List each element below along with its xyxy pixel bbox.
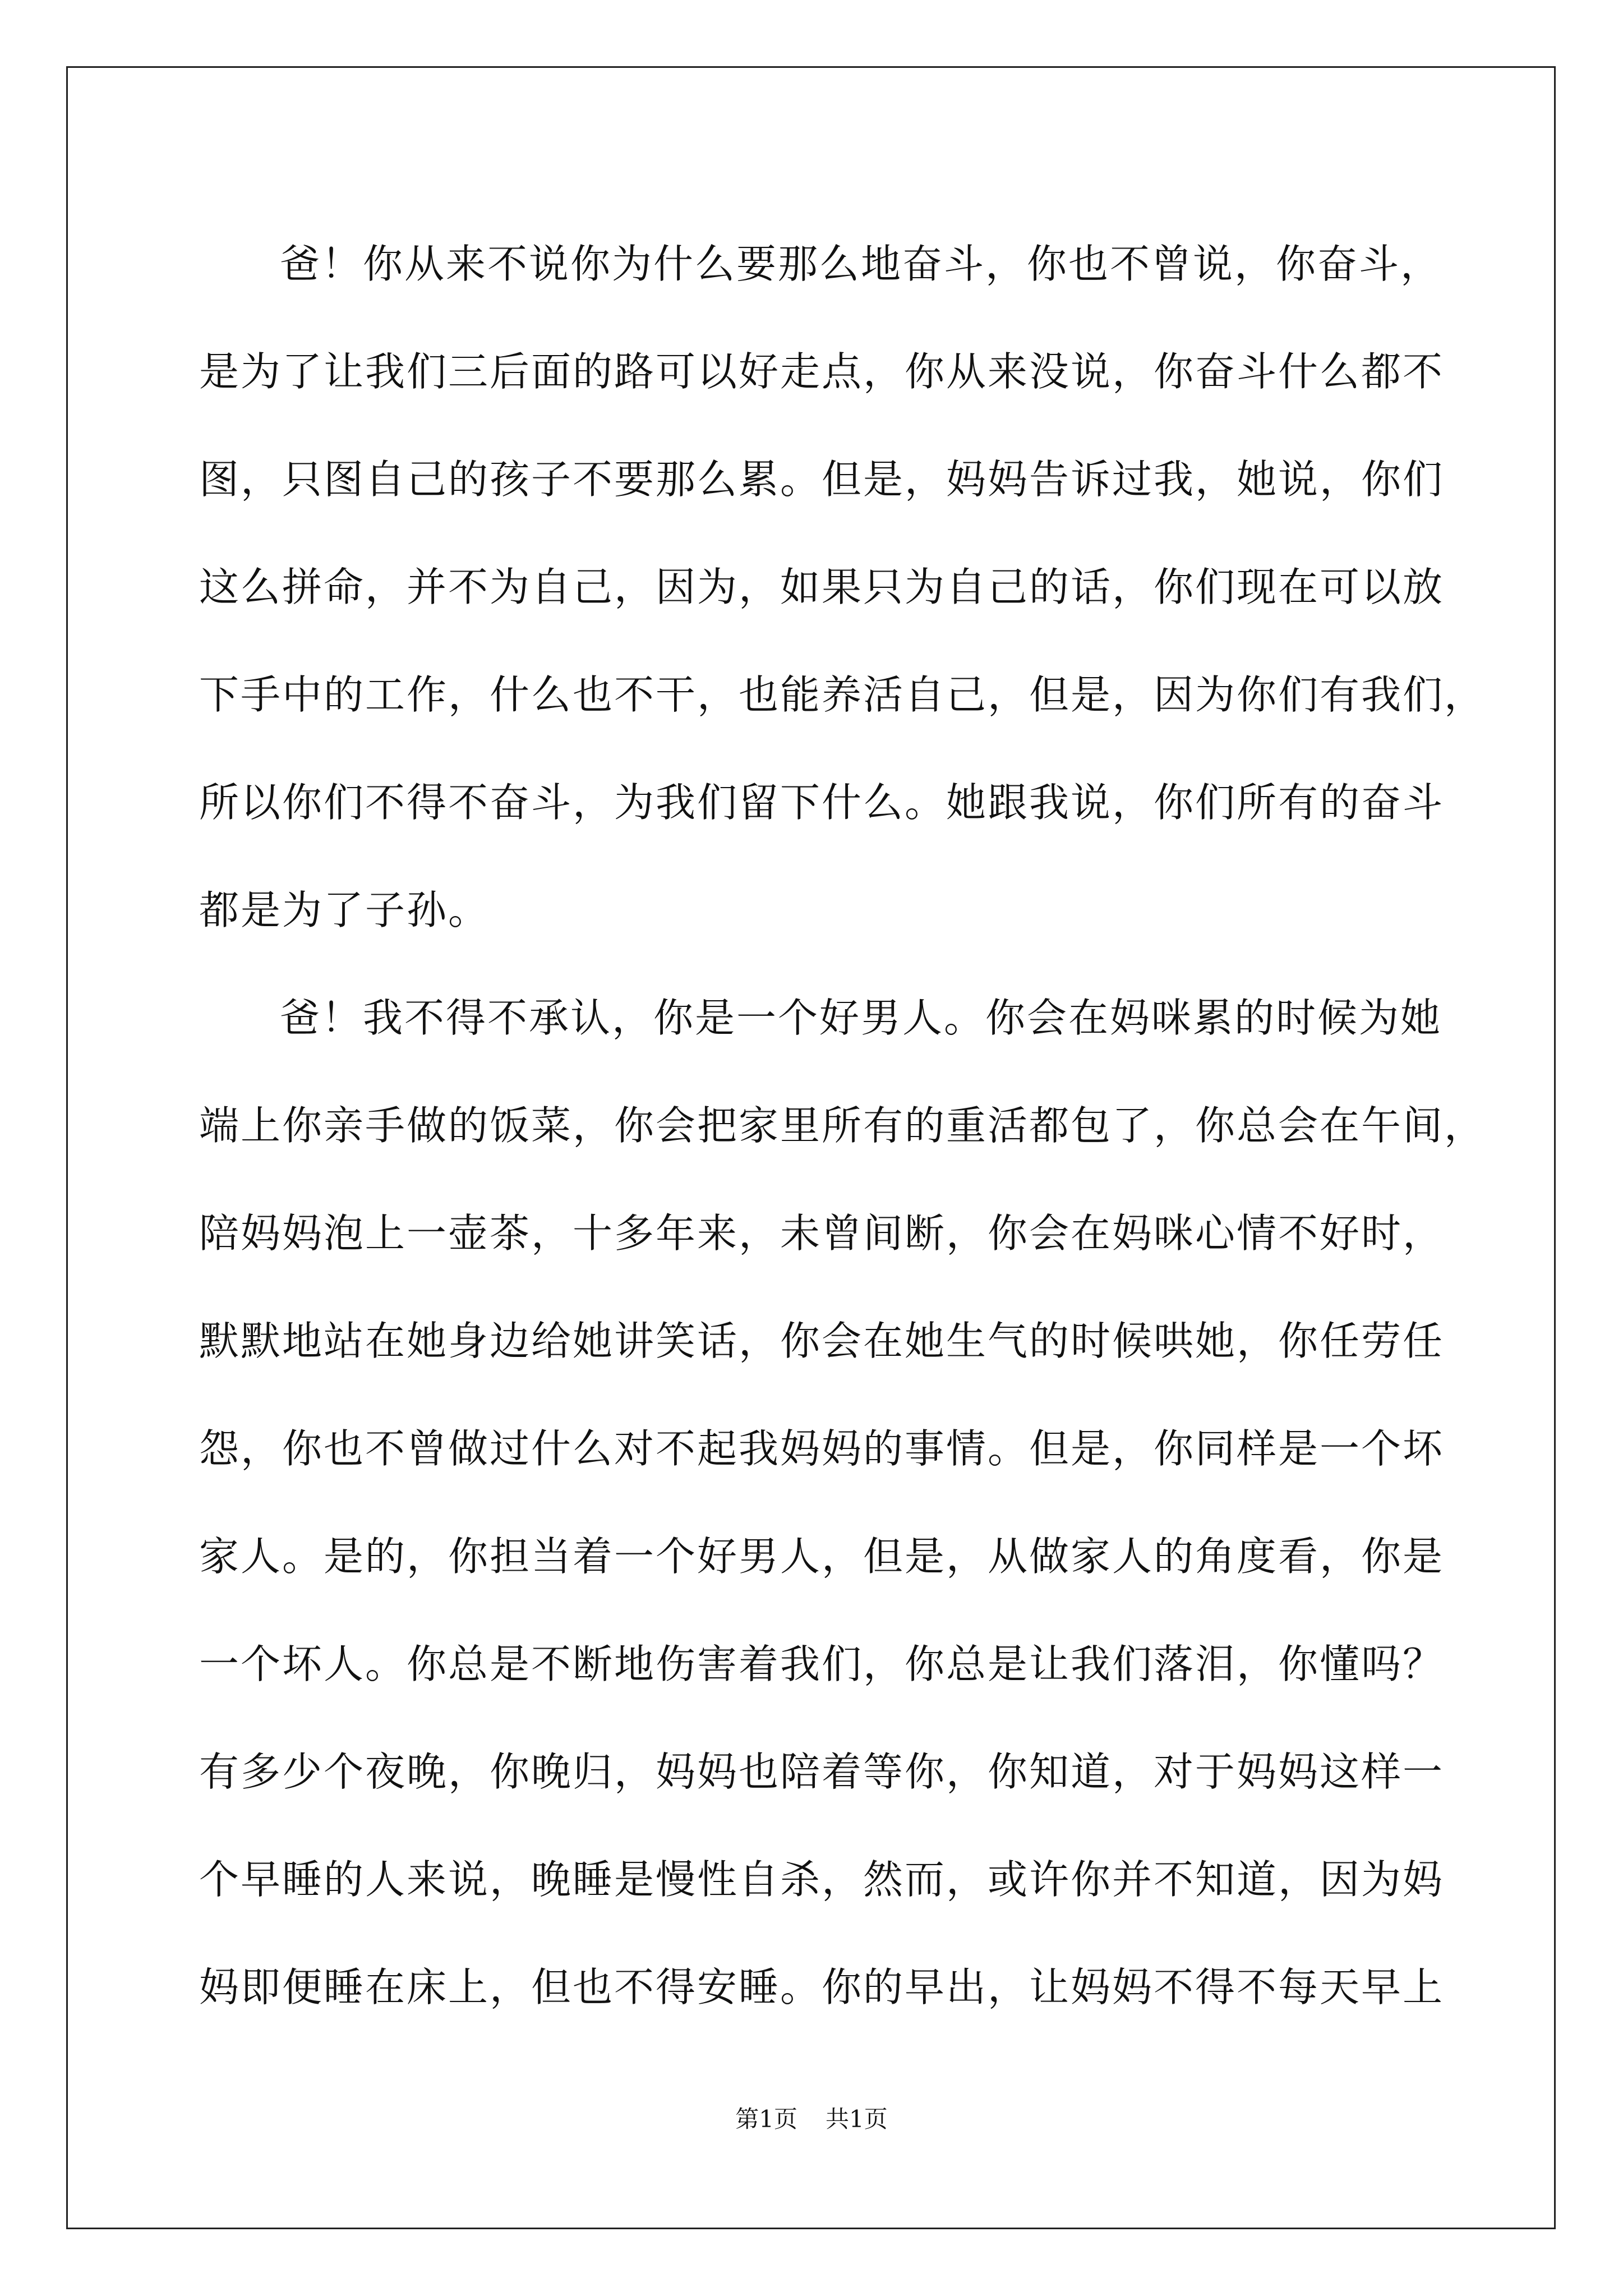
text-line: 都是为了子孙。 [199, 887, 490, 933]
page-number-total: 共1页 [826, 2105, 888, 2133]
text-line: 爸！我不得不承认，你是一个好男人。你会在妈咪累的时候为她 [280, 995, 1442, 1041]
text-line: 怨，你也不曾做过什么对不起我妈妈的事情。但是，你同样是一个坏 [199, 1425, 1445, 1472]
page-number-current: 第1页 [735, 2105, 797, 2133]
text-line: 端上你亲手做的饭菜，你会把家里所有的重活都包了，你总会在午间， [199, 1102, 1486, 1149]
text-line: 是为了让我们三后面的路可以好走点，你从来没说，你奋斗什么都不 [199, 348, 1445, 395]
document-body [199, 210, 1486, 2041]
page-footer [0, 2101, 1623, 2134]
text-line: 个早睡的人来说，晚睡是慢性自杀，然而，或许你并不知道，因为妈 [199, 1856, 1445, 1903]
text-line: 图，只图自己的孩子不要那么累。但是，妈妈告诉过我，她说，你们 [199, 456, 1445, 503]
text-line: 默默地站在她身边给她讲笑话，你会在她生气的时候哄她，你任劳任 [199, 1318, 1445, 1364]
text-line: 妈即便睡在床上，但也不得安睡。你的早出，让妈妈不得不每天早上 [199, 1964, 1445, 2010]
text-line: 所以你们不得不奋斗，为我们留下什么。她跟我说，你们所有的奋斗 [199, 779, 1445, 826]
text-line: 陪妈妈泡上一壶茶，十多年来，未曾间断，你会在妈咪心情不好时， [199, 1210, 1445, 1257]
text-line: 爸！你从来不说你为什么要那么地奋斗，你也不曾说，你奋斗， [280, 241, 1442, 287]
text-line: 有多少个夜晚，你晚归，妈妈也陪着等你，你知道，对于妈妈这样一 [199, 1749, 1445, 1795]
text-line: 一个坏人。你总是不断地伤害着我们，你总是让我们落泪，你懂吗？ [199, 1641, 1445, 1687]
text-line: 家人。是的，你担当着一个好男人，但是，从做家人的角度看，你是 [199, 1533, 1445, 1580]
text-line: 下手中的工作，什么也不干，也能养活自己，但是，因为你们有我们， [199, 671, 1486, 718]
text-line: 这么拼命，并不为自己，因为，如果只为自己的话，你们现在可以放 [199, 564, 1445, 610]
